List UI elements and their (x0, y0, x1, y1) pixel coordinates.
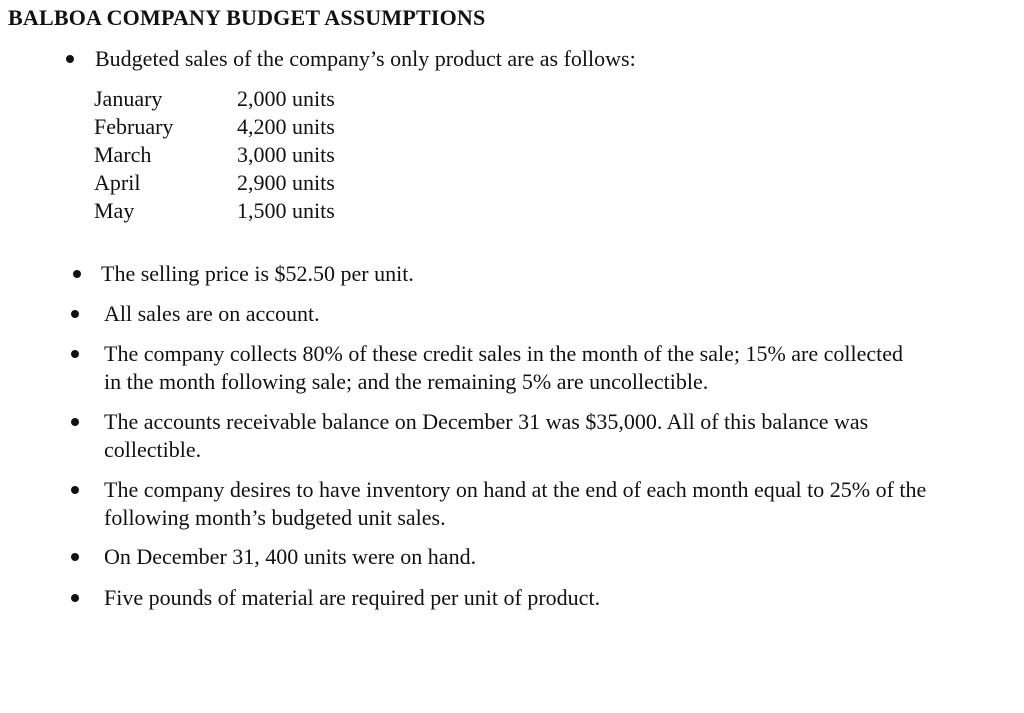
bullet-dot-icon (71, 553, 79, 561)
sales-month: March (94, 142, 152, 167)
assumption-text: On December 31, 400 units were on hand. (104, 544, 477, 569)
sales-month: April (94, 170, 141, 195)
assumption-item-on-account (104, 300, 984, 328)
assumption-item-collections (104, 340, 904, 396)
bullet-dot-icon (71, 486, 79, 494)
assumption-item-receivables (104, 408, 964, 464)
page-title: BALBOA COMPANY BUDGET ASSUMPTIONS (8, 5, 486, 30)
assumption-item-selling-price (101, 260, 981, 288)
assumption-text: Five pounds of material are required per unit of product. (104, 585, 601, 610)
bullet-dot-icon (71, 418, 79, 426)
sales-units: 1,500 units (237, 198, 335, 223)
bullet-dot-icon (71, 594, 79, 602)
assumption-text: The company desires to have inventory on hand at the end of each month equal to 25% of the following month’s budgeted unit sales. (104, 477, 927, 530)
bullet-dot-icon (71, 350, 79, 358)
assumption-text: All sales are on account. (104, 301, 320, 326)
bullet-dot-icon (66, 55, 74, 63)
sales-intro-text: Budgeted sales of the company’s only product are as follows: (95, 46, 636, 71)
assumption-item-materials (104, 584, 984, 612)
assumption-item-inventory (104, 476, 984, 532)
assumption-item-units-on-hand (104, 543, 984, 571)
bullet-dot-icon (71, 310, 79, 318)
assumption-text: The company collects 80% of these credit sales in the month of the sale; 15% are collected in the month following sale; and the remaining 5% are uncollectible. (104, 341, 904, 394)
sales-units: 4,200 units (237, 114, 335, 139)
bullet-dot-icon (73, 270, 81, 278)
sales-month: January (94, 86, 163, 111)
sales-units: 2,900 units (237, 170, 335, 195)
assumption-text: The accounts receivable balance on December 31 was $35,000. All of this balance was collectible. (104, 409, 869, 462)
sales-month: February (94, 114, 174, 139)
sales-month: May (94, 198, 135, 223)
assumption-text: The selling price is $52.50 per unit. (101, 261, 414, 286)
sales-units: 2,000 units (237, 86, 335, 111)
sales-units: 3,000 units (237, 142, 335, 167)
